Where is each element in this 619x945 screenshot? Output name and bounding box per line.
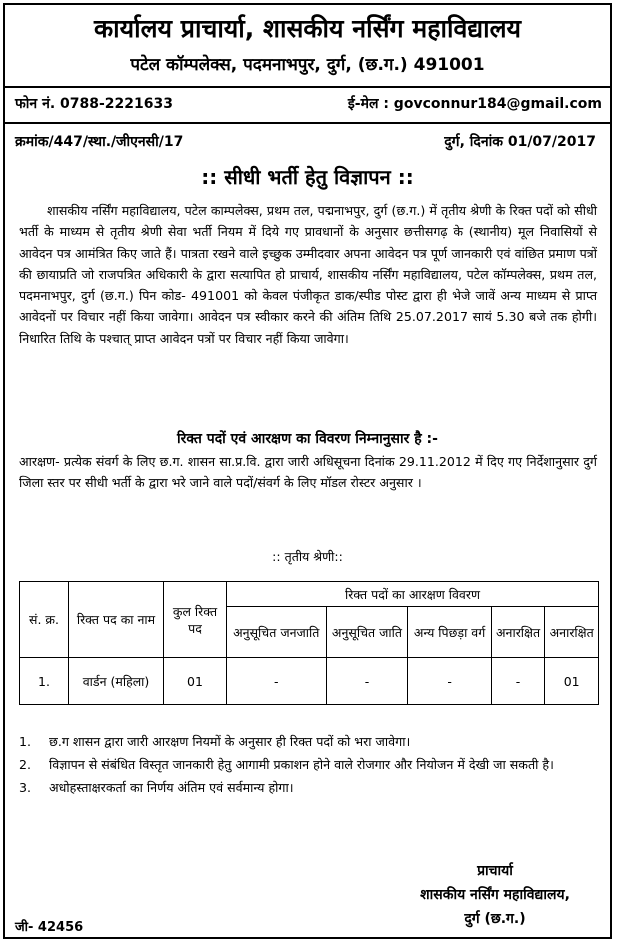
signature-institution: शासकीय नर्सिंग महाविद्यालय,	[420, 887, 570, 903]
note-text: अधोहस्ताक्षरकर्ता का निर्णय अंतिम एवं सर्वमान्य होगा।	[49, 780, 294, 795]
cell-obc: -	[408, 658, 491, 705]
notice-frame	[3, 3, 612, 939]
cell-post-name: वार्डन (महिला)	[69, 658, 164, 705]
note-text: छ.ग शासन द्वारा जारी आरक्षण नियमों के अनुसार ही रिक्त पदों को भरा जावेगा।	[49, 734, 411, 749]
header-sc: अनुसूचित जाति	[326, 607, 408, 658]
cell-unreserved-2: 01	[545, 658, 599, 705]
cell-total: 01	[164, 658, 227, 705]
cell-unreserved-1: -	[491, 658, 545, 705]
header-unreserved-1: अनारक्षित	[491, 607, 545, 658]
notice-title: :: सीधी भर्ती हेतु विज्ञापन ::	[201, 165, 414, 189]
phone-number: फोन नं. 0788-2221633	[15, 96, 173, 112]
office-address: पटेल कॉम्पलेक्स, पदमनाभपुर, दुर्ग, (छ.ग.) 491001	[130, 55, 485, 75]
reservation-paragraph: आरक्षण- प्रत्येक संवर्ग के लिए छ.ग. शासन सा.प्र.वि. द्वारा जारी अधिसूचना दिनांक 29.11.2012 में दिए गए निर्देशानुसार दुर्ग जिला स्तर पर सीधी भर्ती के द्वारा भरे जाने वाले पदों/संवर्ग के लिए मॉडल रोस्टर अनुसार ।	[19, 454, 597, 491]
list-item	[19, 732, 601, 752]
header-st: अनुसूचित जनजाति	[227, 607, 327, 658]
signature-designation: प्राचार्या	[477, 863, 513, 879]
list-item	[19, 778, 601, 798]
note-text: विज्ञापन से संबंधित विस्तृत जानकारी हेतु आगामी प्रकाशन होने वाले रोजगार और नियोजन में देखी जा सकती है।	[49, 757, 554, 772]
cell-serial: 1.	[20, 658, 69, 705]
note-number: 2.	[19, 757, 32, 772]
header-total: कुल रिक्त पद	[164, 582, 227, 658]
notes-list	[19, 732, 601, 801]
issue-date: दुर्ग, दिनांक 01/07/2017	[444, 134, 596, 150]
category-heading: :: तृतीय श्रेणी::	[272, 549, 343, 564]
note-number: 1.	[19, 734, 32, 749]
vacancy-table	[19, 581, 599, 705]
note-number: 3.	[19, 780, 32, 795]
body-paragraph: शासकीय नर्सिंग महाविद्यालय, पटेल काम्पलेक्स, प्रथम तल, पद्मनाभपुर, दुर्ग (छ.ग.) में तृतीय श्रेणी के रिक्त पदों को सीधी भर्ती के माध्यम से तृतीय श्रेणी सेवा भर्ती नियम में दिये गए प्रावधानों के अनुसार छत्तीसगढ़ के (स्थानीय) मूल निवासियों से आवेदन पत्र आमंत्रित किए जाते हैं। पात्रता रखने वाले इच्छुक उम्मीदवार अपना आवेदन पत्र पूर्ण जानकारी एवं वांछित प्रमाण पत्रों की छायाप्रति जो राजपत्रित अधिकारी के द्वारा सत्यापित हो प्राचार्य, शासकीय नर्सिंग महाविद्यालय, पटेल कॉम्पलेक्स, प्रथम तल, पदमनाभपुर, दुर्ग (छ.ग.) पिन कोड- 491001 को केवल पंजीकृत डाक/स्पीड पोस्ट द्वारा ही भेजे जावें अन्य माध्यम से प्राप्त आवेदनों पर विचार नहीं किया जावेगा। आवेदन पत्र स्वीकार करने की अंतिम तिथि 25.07.2017 सायं 5.30 बजे तक होगी। निधारित तिथि के पश्चात् प्राप्त आवेदन पत्रों पर विचार नहीं किया जावेगा।	[19, 203, 597, 346]
header-reservation-group: रिक्त पदों का आरक्षण विवरण	[227, 582, 599, 607]
divider	[5, 86, 610, 88]
list-item	[19, 755, 601, 775]
cell-st: -	[227, 658, 327, 705]
table-header-row	[20, 582, 599, 607]
vacancy-subheading: रिक्त पदों एवं आरक्षण का विवरण निम्नानुसार है :-	[177, 431, 438, 447]
email-address: ई-मेल : govconnur184@gmail.com	[347, 96, 602, 112]
header-serial: सं. क्र.	[20, 582, 69, 658]
ad-reference: जी- 42456	[15, 920, 84, 935]
cell-sc: -	[326, 658, 408, 705]
header-obc: अन्य पिछड़ा वर्ग	[408, 607, 491, 658]
divider	[5, 122, 610, 124]
signature-place: दुर्ग (छ.ग.)	[464, 911, 526, 927]
table-row	[20, 658, 599, 705]
header-unreserved-2: अनारक्षित	[545, 607, 599, 658]
signature-block	[377, 859, 613, 931]
header-post-name: रिक्त पद का नाम	[69, 582, 164, 658]
reference-number: क्रमांक/447/स्था./जीएनसी/17	[15, 134, 184, 150]
office-title: कार्यालय प्राचार्या, शासकीय नर्सिंग महाविद्यालय	[93, 14, 522, 43]
